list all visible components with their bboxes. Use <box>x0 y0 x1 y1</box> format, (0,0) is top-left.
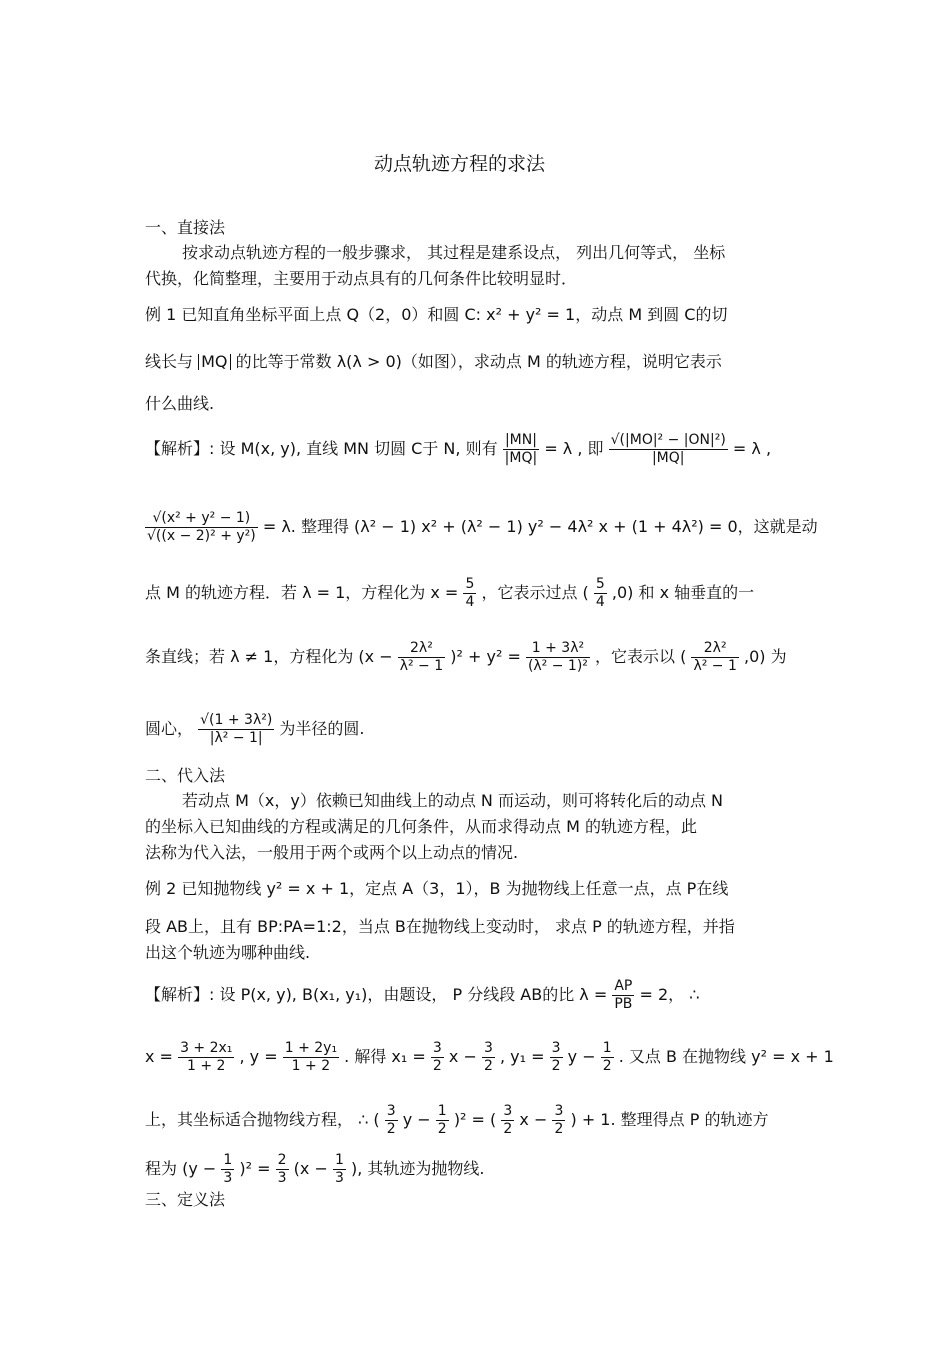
solution-line <box>145 1040 834 1075</box>
fraction-one-three <box>221 1152 234 1187</box>
fraction-sqrt-expr <box>145 510 258 545</box>
text: ) + 1. 整理得点 P 的轨迹方 <box>570 1110 769 1129</box>
numerator: 5 <box>465 576 475 592</box>
denominator: 4 <box>465 594 475 610</box>
numerator: 2 <box>277 1152 287 1168</box>
paragraph-line: 按求动点轨迹方程的一般步骤求， 其过程是建系设点， 列出几何等式， 坐标 <box>182 243 726 262</box>
denominator: (λ² − 1)² <box>527 658 588 674</box>
denominator: |MQ| <box>651 450 685 466</box>
denominator: λ² − 1 <box>693 658 737 674</box>
fraction-one-two <box>601 1040 614 1075</box>
text: , y₁ = <box>500 1047 545 1066</box>
paragraph-line: 法称为代入法，一般用于两个或两个以上动点的情况. <box>145 843 519 862</box>
section-heading: 二、代入法 <box>145 766 226 785</box>
denominator: 2 <box>602 1058 612 1074</box>
numerator: 3 <box>386 1103 396 1119</box>
numerator: √(1 + 3λ²) <box>200 712 273 728</box>
example-line: 例 2 已知抛物线 y² = x + 1，定点 A（3，1），B 为抛物线上任意一点，点 P在线 <box>145 879 729 898</box>
page-title: 动点轨迹方程的求法 <box>374 153 546 175</box>
text: ，它表示以 ( <box>595 647 687 666</box>
text: 为半径的圆. <box>279 719 365 738</box>
numerator: 1 <box>334 1152 344 1168</box>
solution-line <box>145 576 754 611</box>
denominator: 2 <box>503 1121 513 1137</box>
denominator: 2 <box>437 1121 447 1137</box>
text: 圆心， <box>145 719 194 738</box>
numerator: 1 <box>602 1040 612 1056</box>
text: y − <box>567 1047 596 1066</box>
text: y − <box>402 1110 431 1129</box>
text: = 2， ∴ <box>639 985 700 1004</box>
solution-line <box>145 510 818 545</box>
fraction-one-three <box>333 1152 346 1187</box>
text: = λ. 整理得 (λ² − 1) x² + (λ² − 1) y² − 4λ² x + (1 + 4λ²) = 0，这就是动 <box>262 517 818 536</box>
example-line: 例 1 已知直角坐标平面上点 Q（2，0）和圆 C: x² + y² = 1，动点 M 到圆 C的切 <box>145 305 728 324</box>
text: . 解得 x₁ = <box>344 1047 426 1066</box>
text: 上，其坐标适合抛物线方程， ∴ <box>145 1110 369 1129</box>
paragraph-line: 的坐标入已知曲线的方程或满足的几何条件，从而求得动点 M 的轨迹方程，此 <box>145 817 697 836</box>
abs-mq: MQ <box>198 354 230 370</box>
text: = λ , <box>732 439 772 458</box>
denominator: √((x − 2)² + y²) <box>147 528 256 544</box>
fraction-one-three-lambda <box>526 640 590 675</box>
text: 【解析】: 设 M(x, y), 直线 MN 切圆 C于 N, 则有 <box>145 439 498 458</box>
text: 程为 (y − <box>145 1159 217 1178</box>
text: 线长与 <box>145 352 194 371</box>
numerator: 1 + 2y₁ <box>284 1040 338 1056</box>
fraction-two-lambda <box>398 640 445 675</box>
section-heading: 一、直接法 <box>145 218 226 237</box>
denominator: |λ² − 1| <box>209 730 263 746</box>
solution-line <box>145 1152 485 1187</box>
text: = λ , 即 <box>544 439 604 458</box>
denominator: 3 <box>277 1170 287 1186</box>
text: ，它表示过点 ( <box>481 583 589 602</box>
section-heading: 三、定义法 <box>145 1190 226 1209</box>
text: 条直线；若 λ ≠ 1，方程化为 (x − <box>145 647 393 666</box>
fraction-three-two <box>385 1103 398 1138</box>
solution-line <box>145 1103 768 1138</box>
text: 点 M 的轨迹方程．若 λ = 1，方程化为 x = <box>145 583 459 602</box>
fraction-radius <box>198 712 274 747</box>
numerator: 1 <box>223 1152 233 1168</box>
numerator: 3 <box>432 1040 442 1056</box>
text: ), 其轨迹为抛物线. <box>350 1159 485 1178</box>
example-line: 什么曲线. <box>145 394 215 413</box>
text: 的比等于常数 λ(λ > 0)（如图），求动点 M 的轨迹方程，说明它表示 <box>235 352 722 371</box>
fraction-three-two <box>552 1103 565 1138</box>
text: )² = ( <box>453 1110 497 1129</box>
fraction-sqrt-mo-on <box>609 432 728 467</box>
denominator: 2 <box>432 1058 442 1074</box>
fraction-y <box>283 1040 339 1075</box>
fraction-one-two <box>436 1103 449 1138</box>
fraction-five-four <box>463 576 476 611</box>
text: x − <box>448 1047 477 1066</box>
fraction-three-two <box>501 1103 514 1138</box>
numerator: AP <box>612 978 634 996</box>
numerator: 2λ² <box>691 640 738 658</box>
solution-line <box>145 712 364 747</box>
numerator: 3 <box>503 1103 513 1119</box>
numerator: 3 + 2x₁ <box>180 1040 233 1056</box>
text: x − <box>519 1110 548 1129</box>
numerator: 5 <box>595 576 605 592</box>
numerator: 1 + 3λ² <box>526 640 590 658</box>
denominator: 3 <box>223 1170 233 1186</box>
fraction-two-lambda <box>691 640 738 675</box>
text: ( <box>373 1110 380 1129</box>
solution-line <box>145 432 771 467</box>
numerator: 3 <box>551 1040 561 1056</box>
fraction-five-four <box>594 576 607 611</box>
fraction-x <box>178 1040 234 1075</box>
numerator: √(|MO|² − |ON|²) <box>610 432 726 448</box>
denominator: 2 <box>386 1121 396 1137</box>
example-line: 出这个轨迹为哪种曲线. <box>145 943 311 962</box>
numerator: √(x² + y² − 1) <box>145 510 258 528</box>
fraction-three-two <box>550 1040 563 1075</box>
fraction-ap-pb <box>612 978 634 1013</box>
fraction-three-two <box>431 1040 444 1075</box>
denominator: 2 <box>554 1121 564 1137</box>
solution-line <box>145 978 699 1013</box>
text: . 又点 B 在抛物线 y² = x + 1 <box>618 1047 834 1066</box>
paragraph-line: 代换，化简整理，主要用于动点具有的几何条件比较明显时． <box>145 269 578 288</box>
text: x = <box>145 1047 173 1066</box>
numerator: 3 <box>483 1040 493 1056</box>
numerator: |MN| <box>503 432 540 450</box>
text: ,0) 和 x 轴垂直的一 <box>611 583 755 602</box>
denominator: PB <box>614 996 633 1012</box>
paragraph-line: 若动点 M（x，y）依赖已知曲线上的动点 N 而运动，则可将转化后的动点 N <box>182 791 724 810</box>
numerator: 1 <box>437 1103 447 1119</box>
denominator: 4 <box>595 594 605 610</box>
fraction-three-two <box>482 1040 495 1075</box>
denominator: 2 <box>483 1058 493 1074</box>
text: 【解析】: 设 P(x, y), B(x₁, y₁)，由题设， P 分线段 AB的比 λ = <box>145 985 608 1004</box>
denominator: |MQ| <box>504 450 538 466</box>
denominator: 1 + 2 <box>291 1058 331 1074</box>
text: (x − <box>293 1159 328 1178</box>
text: )² + y² = <box>450 647 521 666</box>
fraction-mn-mq <box>503 432 540 467</box>
fraction-two-three <box>276 1152 289 1187</box>
numerator: 3 <box>554 1103 564 1119</box>
example-line <box>145 352 722 372</box>
denominator: 1 + 2 <box>187 1058 226 1074</box>
solution-line <box>145 640 787 675</box>
example-line: 段 AB上，且有 BP:PA=1:2，当点 B在抛物线上变动时， 求点 P 的轨迹方程，并指 <box>145 917 735 936</box>
text: , y = <box>239 1047 278 1066</box>
numerator: 2λ² <box>398 640 445 658</box>
denominator: 2 <box>551 1058 561 1074</box>
text: ,0) 为 <box>743 647 787 666</box>
text: )² = <box>239 1159 271 1178</box>
denominator: λ² − 1 <box>399 658 444 674</box>
denominator: 3 <box>334 1170 344 1186</box>
